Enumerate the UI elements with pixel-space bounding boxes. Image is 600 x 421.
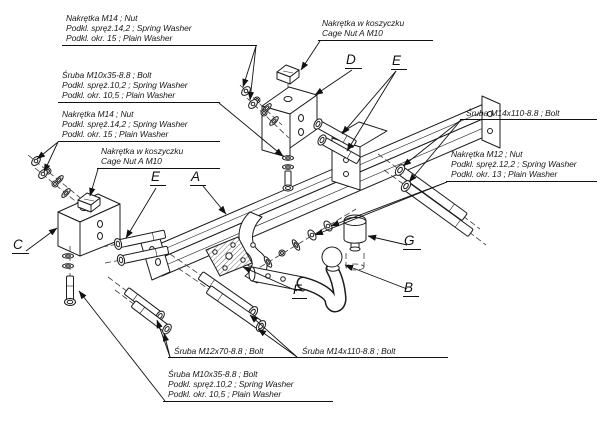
callout-line: Podkl. okr. 15 ; Plain Washer [62, 129, 169, 140]
part-letter-e-right: E [391, 53, 407, 70]
callout-line: Podkl. spręż.12,2 ; Spring Washer [451, 159, 577, 170]
callout-line: Podkl. spręż.10,2 ; Spring Washer [62, 80, 188, 91]
callout-line: Nakrętka w koszyczku [101, 146, 184, 156]
callout-line: Podkl. okr. 15 ; Plain Washer [66, 33, 173, 44]
part-letter-g: G [403, 233, 421, 250]
callout-nut-m14-left [62, 109, 188, 140]
callout-line: Cage Nut A M10 [322, 28, 383, 39]
top-mounting-bracket [262, 84, 317, 158]
callout-line: Podkl. spręż.14,2 ; Spring Washer [62, 119, 188, 130]
part-letter-c: C [12, 237, 29, 254]
callout-bolt-m12x70-bottom [174, 346, 263, 356]
callout-nut-m12-right [451, 149, 577, 180]
callout-line: Podkl. okr. 10,5 ; Plain Washer [62, 90, 176, 101]
part-letter-a: A [190, 169, 206, 186]
part-letter-d: D [345, 52, 362, 69]
callout-line: Nakrętka M14 ; Nut [62, 109, 134, 119]
callout-line: Cage Nut A M10 [101, 156, 162, 167]
beam-right-end-plate [482, 96, 500, 148]
bolts-m12x70-bottom [108, 277, 173, 335]
callout-bolt-m14x110-right [466, 108, 559, 118]
ball-cover [344, 215, 366, 270]
callout-line: Śruba M14x110-8.8 ; Bolt [302, 346, 396, 356]
callout-line: Śruba M12x70-8.8 ; Bolt [174, 346, 264, 356]
callout-bolt-m14x110-bottom [302, 346, 395, 356]
callout-bolt-m10x35-bottom [168, 369, 294, 400]
callout-line: Nakrętka M14 ; Nut [66, 13, 138, 23]
part-letter-b: B [403, 280, 419, 297]
callout-line: Nakrętka M12 ; Nut [451, 149, 523, 159]
callout-cage-nut-left [101, 146, 183, 166]
callout-line: Śruba M10x35-8.8 ; Bolt [62, 70, 152, 80]
callout-line: Nakrętka w koszyczku [322, 18, 405, 28]
callout-line: Podkl. spręż.10,2 ; Spring Washer [168, 379, 294, 390]
callout-line: Podkl. okr. 10,5 ; Plain Washer [168, 389, 282, 400]
part-letter-f: F [292, 282, 307, 299]
part-letter-e-left: E [150, 169, 166, 186]
callout-line: Śruba M10x35-8.8 ; Bolt [168, 369, 258, 379]
callout-line: Podkl. okr. 13 ; Plain Washer [451, 169, 558, 180]
callout-cage-nut-top [322, 18, 404, 38]
cage-nut-top [277, 65, 299, 84]
callout-nut-m14-top [66, 13, 192, 44]
callout-line: Śruba M14x110-8.8 ; Bolt [466, 108, 560, 118]
callout-line: Podkl. spręż.14,2 ; Spring Washer [66, 23, 192, 34]
vertical-bolt-below-c [63, 246, 76, 306]
callout-bolt-m10x35-left [62, 70, 188, 101]
vertical-bolt-below-d [283, 156, 294, 191]
